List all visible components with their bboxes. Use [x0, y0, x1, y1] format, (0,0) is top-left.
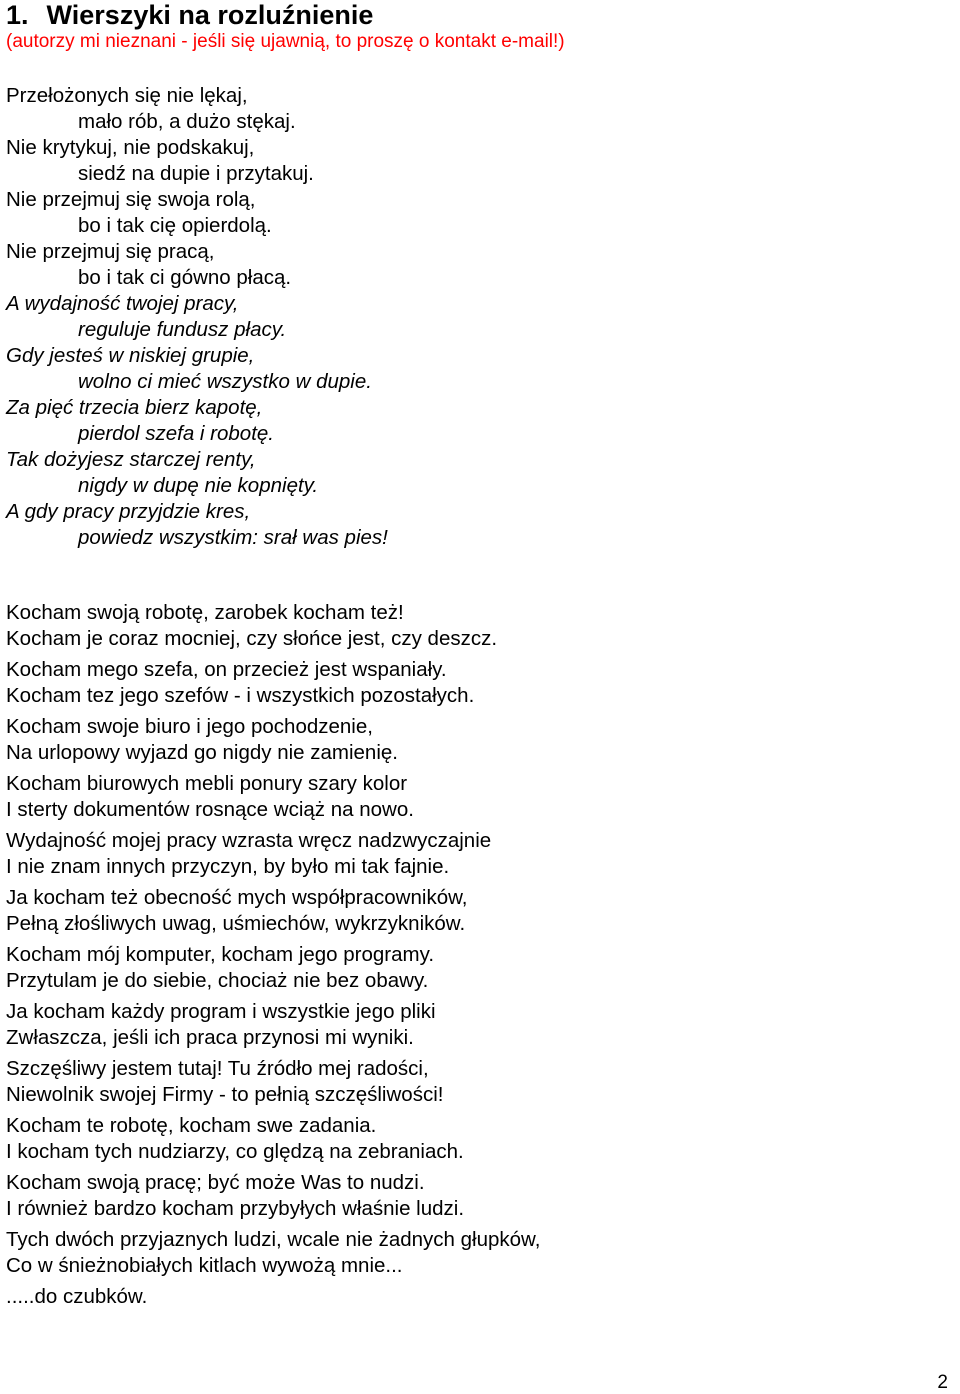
stanza: [6, 1227, 540, 1279]
page-number: 2: [937, 1372, 948, 1393]
poem-line: Na urlopowy wyjazd go nigdy nie zamienię.: [6, 741, 398, 764]
poem-line: Nie krytykuj, nie podskakuj,: [6, 136, 255, 159]
poem-line: Ja kocham każdy program i wszystkie jego pliki: [6, 1000, 436, 1023]
poem-line: Szczęśliwy jestem tutaj! Tu źródło mej radości,: [6, 1057, 429, 1080]
document-page: [6, 0, 946, 1308]
stanza: [6, 657, 540, 709]
stanza: [6, 885, 540, 937]
stanza: [6, 942, 540, 994]
poem-line: Wydajność mojej pracy wzrasta wręcz nadzwyczajnie: [6, 829, 492, 852]
poem-line: Tak dożyjesz starczej renty,: [6, 448, 256, 471]
poem-line: .....do czubków.: [6, 1285, 148, 1308]
poem-line: I nie znam innych przyczyn, by było mi tak fajnie.: [6, 855, 450, 878]
poem-line: bo i tak ci gówno płacą.: [78, 266, 292, 289]
poem-line: Kocham swoją robotę, zarobek kocham też!: [6, 601, 404, 624]
poem-line: wolno ci mieć wszystko w dupie.: [78, 370, 372, 393]
poem-line: mało rób, a dużo stękaj.: [78, 110, 296, 133]
stanza: [6, 771, 540, 823]
poem-second: [6, 600, 540, 1315]
poem-line: Przełożonych się nie lękaj,: [6, 84, 248, 107]
poem-line: Kocham mego szefa, on przecież jest wspaniały.: [6, 658, 447, 681]
poem-line: Za pięć trzecia bierz kapotę,: [6, 396, 263, 419]
poem-line: Zwłaszcza, jeśli ich praca przynosi mi wyniki.: [6, 1026, 414, 1049]
poem-line: Nie przejmuj się swoja rolą,: [6, 188, 256, 211]
poem-line: Kocham biurowych mebli ponury szary kolor: [6, 772, 408, 795]
poem-line: A gdy pracy przyjdzie kres,: [6, 500, 251, 523]
stanza: [6, 1170, 540, 1222]
poem-line: I również bardzo kocham przybyłych właśnie ludzi.: [6, 1197, 465, 1220]
poem-line: Gdy jesteś w niskiej grupie,: [6, 344, 255, 367]
stanza: [6, 828, 540, 880]
poem-line: A wydajność twojej pracy,: [6, 292, 239, 315]
poem-line: Kocham swoją pracę; być może Was to nudzi.: [6, 1171, 425, 1194]
stanza: [6, 999, 540, 1051]
stanza: [6, 1113, 540, 1165]
poem-line: I sterty dokumentów rosnące wciąż na nowo.: [6, 798, 414, 821]
poem-line: nigdy w dupę nie kopnięty.: [78, 474, 319, 497]
poem-line: Pełną złośliwych uwag, uśmiechów, wykrzykników.: [6, 912, 466, 935]
poem-line: Kocham tez jego szefów - i wszystkich pozostałych.: [6, 684, 475, 707]
stanza: [6, 714, 540, 766]
poem-line: reguluje fundusz płacy.: [78, 318, 287, 341]
poem-line: powiedz wszystkim: srał was pies!: [78, 526, 388, 549]
poem-line: Co w śnieżnobiałych kitlach wywożą mnie...: [6, 1254, 403, 1277]
poem-line: Tych dwóch przyjaznych ludzi, wcale nie żadnych głupków,: [6, 1228, 541, 1251]
poem-line: pierdol szefa i robotę.: [78, 422, 275, 445]
stanza: [6, 1056, 540, 1108]
poem-line: siedź na dupie i przytakuj.: [78, 162, 314, 185]
poem-line: Kocham te robotę, kocham swe zadania.: [6, 1114, 377, 1137]
section-title-text: Wierszyki na rozluźnienie: [46, 0, 374, 30]
section-title: [6, 0, 946, 30]
stanza: [6, 1284, 540, 1310]
poem-line: Kocham je coraz mocniej, czy słońce jest, czy deszcz.: [6, 627, 498, 650]
poem-line: Przytulam je do siebie, chociaż nie bez obawy.: [6, 969, 429, 992]
poem-line: Niewolnik swojej Firmy - to pełnią szczęśliwości!: [6, 1083, 444, 1106]
poem-line: Kocham mój komputer, kocham jego programy.: [6, 943, 435, 966]
stanza: [6, 600, 540, 652]
poem-line: Nie przejmuj się pracą,: [6, 240, 215, 263]
section-subtitle: (autorzy mi nieznani - jeśli się ujawnią, to proszę o kontakt e-mail!): [6, 31, 565, 52]
poem-line: I kocham tych nudziarzy, co ględzą na zebraniach.: [6, 1140, 464, 1163]
section-number: 1.: [6, 0, 29, 30]
poem-line: Kocham swoje biuro i jego pochodzenie,: [6, 715, 373, 738]
poem-line: Ja kocham też obecność mych współpracowników,: [6, 886, 468, 909]
poem-first: [6, 83, 388, 551]
poem-line: bo i tak cię opierdolą.: [78, 214, 272, 237]
